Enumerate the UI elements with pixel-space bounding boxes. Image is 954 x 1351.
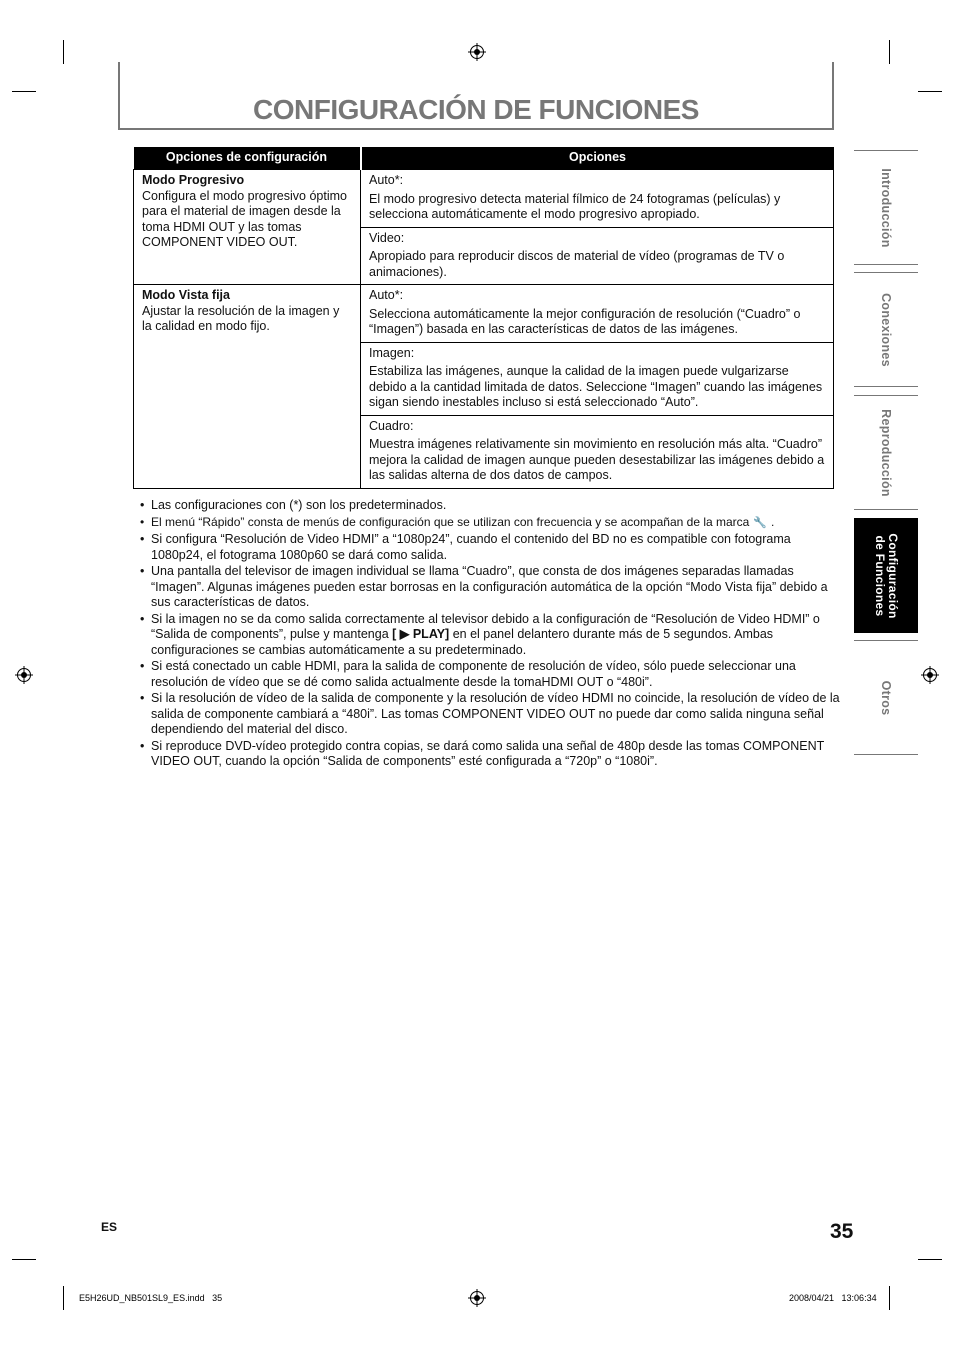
page-title: CONFIGURACIÓN DE FUNCIONES	[253, 94, 699, 125]
option-text: Apropiado para reproducir discos de material de vídeo (programas de TV o animaciones).	[369, 249, 785, 279]
title-frame	[118, 62, 834, 130]
setting-description: Ajustar la resolución de la imagen y la calidad en modo fijo.	[142, 303, 340, 333]
setting-cell	[134, 170, 361, 285]
note-text: .	[771, 514, 775, 529]
tab-introduccion[interactable]	[854, 150, 918, 265]
crop-mark	[918, 1259, 942, 1260]
wrench-icon: 🔧	[753, 516, 768, 529]
list-item	[140, 739, 840, 770]
note-text: en el panel delantero durante más de 5 segundos. Ambas configuraciones se cambias automáticamente a su predeterminado.	[151, 627, 774, 657]
file-name: E5H26UD_NB501SL9_ES.indd 35	[79, 1293, 223, 1303]
list-item	[140, 612, 840, 659]
crop-mark	[889, 40, 890, 64]
option-cell	[361, 285, 834, 343]
crop-mark	[63, 1286, 64, 1310]
list-item	[140, 691, 840, 738]
option-text: Muestra imágenes relativamente sin movimiento en resolución más alta. “Cuadro” mejora la calidad de imagen aunque pueden desestabilizar las imágenes debido a las salidas alterna de dos datos de campos.	[369, 437, 825, 482]
tab-label: Configuración de Funciones	[873, 532, 900, 619]
table-row	[134, 170, 834, 228]
crop-mark	[12, 91, 36, 92]
play-key-label: [ ▶ PLAY]	[392, 627, 450, 641]
note-text: Si está conectado un cable HDMI, para la salida de componente de resolución de vídeo, sólo puede seleccionar una resolución de vídeo que se dé como salida actualmente desde la tomaHDMI OUT o “480i”.	[151, 659, 796, 689]
crop-mark	[63, 40, 64, 64]
note-text: Una pantalla del televisor de imagen individual se llama “Cuadro”, que consta de dos imágenes separadas llamadas “Imagen”. Algunas imágenes pueden estar borrosas en la configuración automática de la opción “Modo Vista fija” debido a sus características de datos.	[151, 564, 828, 609]
registration-mark-icon	[923, 668, 937, 682]
registration-mark-icon	[17, 668, 31, 682]
option-name: Auto*:	[369, 288, 404, 302]
column-header: Opciones	[361, 147, 834, 170]
table-header-row	[134, 147, 834, 170]
note-text: Las configuraciones con (*) son los predeterminados.	[151, 498, 447, 512]
option-cell	[361, 342, 834, 415]
column-header: Opciones de configuración	[134, 147, 361, 170]
crop-mark	[918, 91, 942, 92]
list-item	[140, 532, 840, 563]
tab-label: Reproducción	[879, 408, 893, 497]
note-text: El menú “Rápido” consta de menús de configuración que se utilizan con frecuencia y se acompañan de la marca	[151, 514, 750, 529]
option-name: Cuadro:	[369, 418, 414, 433]
table-row	[134, 285, 834, 343]
settings-table	[133, 147, 834, 489]
note-text: Si configura “Resolución de Video HDMI” a “1080p24”, cuando el contenido del BD no es compatible con fotograma 1080p24, el fotograma 1080p60 se dará como salida.	[151, 532, 791, 562]
option-cell	[361, 170, 834, 228]
setting-cell	[134, 285, 361, 489]
registration-mark-icon	[470, 45, 484, 59]
option-cell	[361, 227, 834, 285]
option-text: Estabiliza las imágenes, aunque la calidad de la imagen puede vulgarizarse debido a la cantidad limitada de datos. Seleccione “Imagen” cuando las imágenes sigan siendo inestables incluso si está seleccionado “Auto”.	[369, 364, 823, 409]
print-date: 2008/04/21 13:06:34	[789, 1293, 877, 1303]
note-text: Si la resolución de vídeo de la salida de componente y la resolución de vídeo HDMI no coincide, la resolución de vídeo de la salida de componente cambiará a “480i”. Las tomas COMPONENT VIDEO OUT no puede dar como salida ninguna señal dependiendo del material del disco.	[151, 691, 840, 736]
tab-label: Introducción	[879, 167, 893, 248]
crop-mark	[889, 1286, 890, 1310]
option-cell	[361, 415, 834, 488]
note-text: Si reproduce DVD-vídeo protegido contra copias, se dará como salida una señal de 480p desde las tomas COMPONENT VIDEO OUT, cuando la opción “Salida de components” esté configurada a “720p” o “1080i”.	[151, 738, 825, 768]
tab-conexiones[interactable]	[854, 272, 918, 387]
crop-mark	[12, 1259, 36, 1260]
list-item	[140, 515, 840, 532]
note-text: Si la imagen no se da como salida correctamente al televisor debido a la configuración de “Resolución de Video HDMI” o “Salida de components”, pulse y mantenga	[151, 611, 820, 641]
setting-label: Modo Progresivo	[142, 173, 245, 187]
language-code: ES	[101, 1220, 118, 1234]
list-item	[140, 564, 840, 611]
tab-reproduccion[interactable]	[854, 395, 918, 510]
option-name: Auto*:	[369, 173, 404, 187]
option-name: Imagen:	[369, 345, 415, 360]
list-item	[140, 659, 840, 690]
option-name: Video:	[369, 230, 405, 245]
registration-mark-icon	[470, 1291, 484, 1305]
option-text: Selecciona automáticamente la mejor configuración de resolución (“Cuadro” o “Imagen”) basada en las características de datos de las imágenes.	[369, 306, 801, 336]
notes-list	[140, 498, 840, 771]
tab-label: Otros	[879, 680, 893, 715]
option-text: El modo progresivo detecta material fílmico de 24 fotogramas (películas) y selecciona automáticamente el modo progresivo apropiado.	[369, 191, 781, 221]
page-number: 35	[830, 1220, 854, 1243]
setting-description: Configura el modo progresivo óptimo para el material de imagen desde la toma HDMI OUT y las tomas COMPONENT VIDEO OUT.	[142, 188, 347, 249]
tab-configuracion-de-funciones[interactable]	[854, 518, 918, 633]
setting-label: Modo Vista fija	[142, 288, 230, 302]
tab-otros[interactable]	[854, 640, 918, 755]
tab-label: Conexiones	[879, 292, 893, 367]
list-item	[140, 498, 840, 514]
